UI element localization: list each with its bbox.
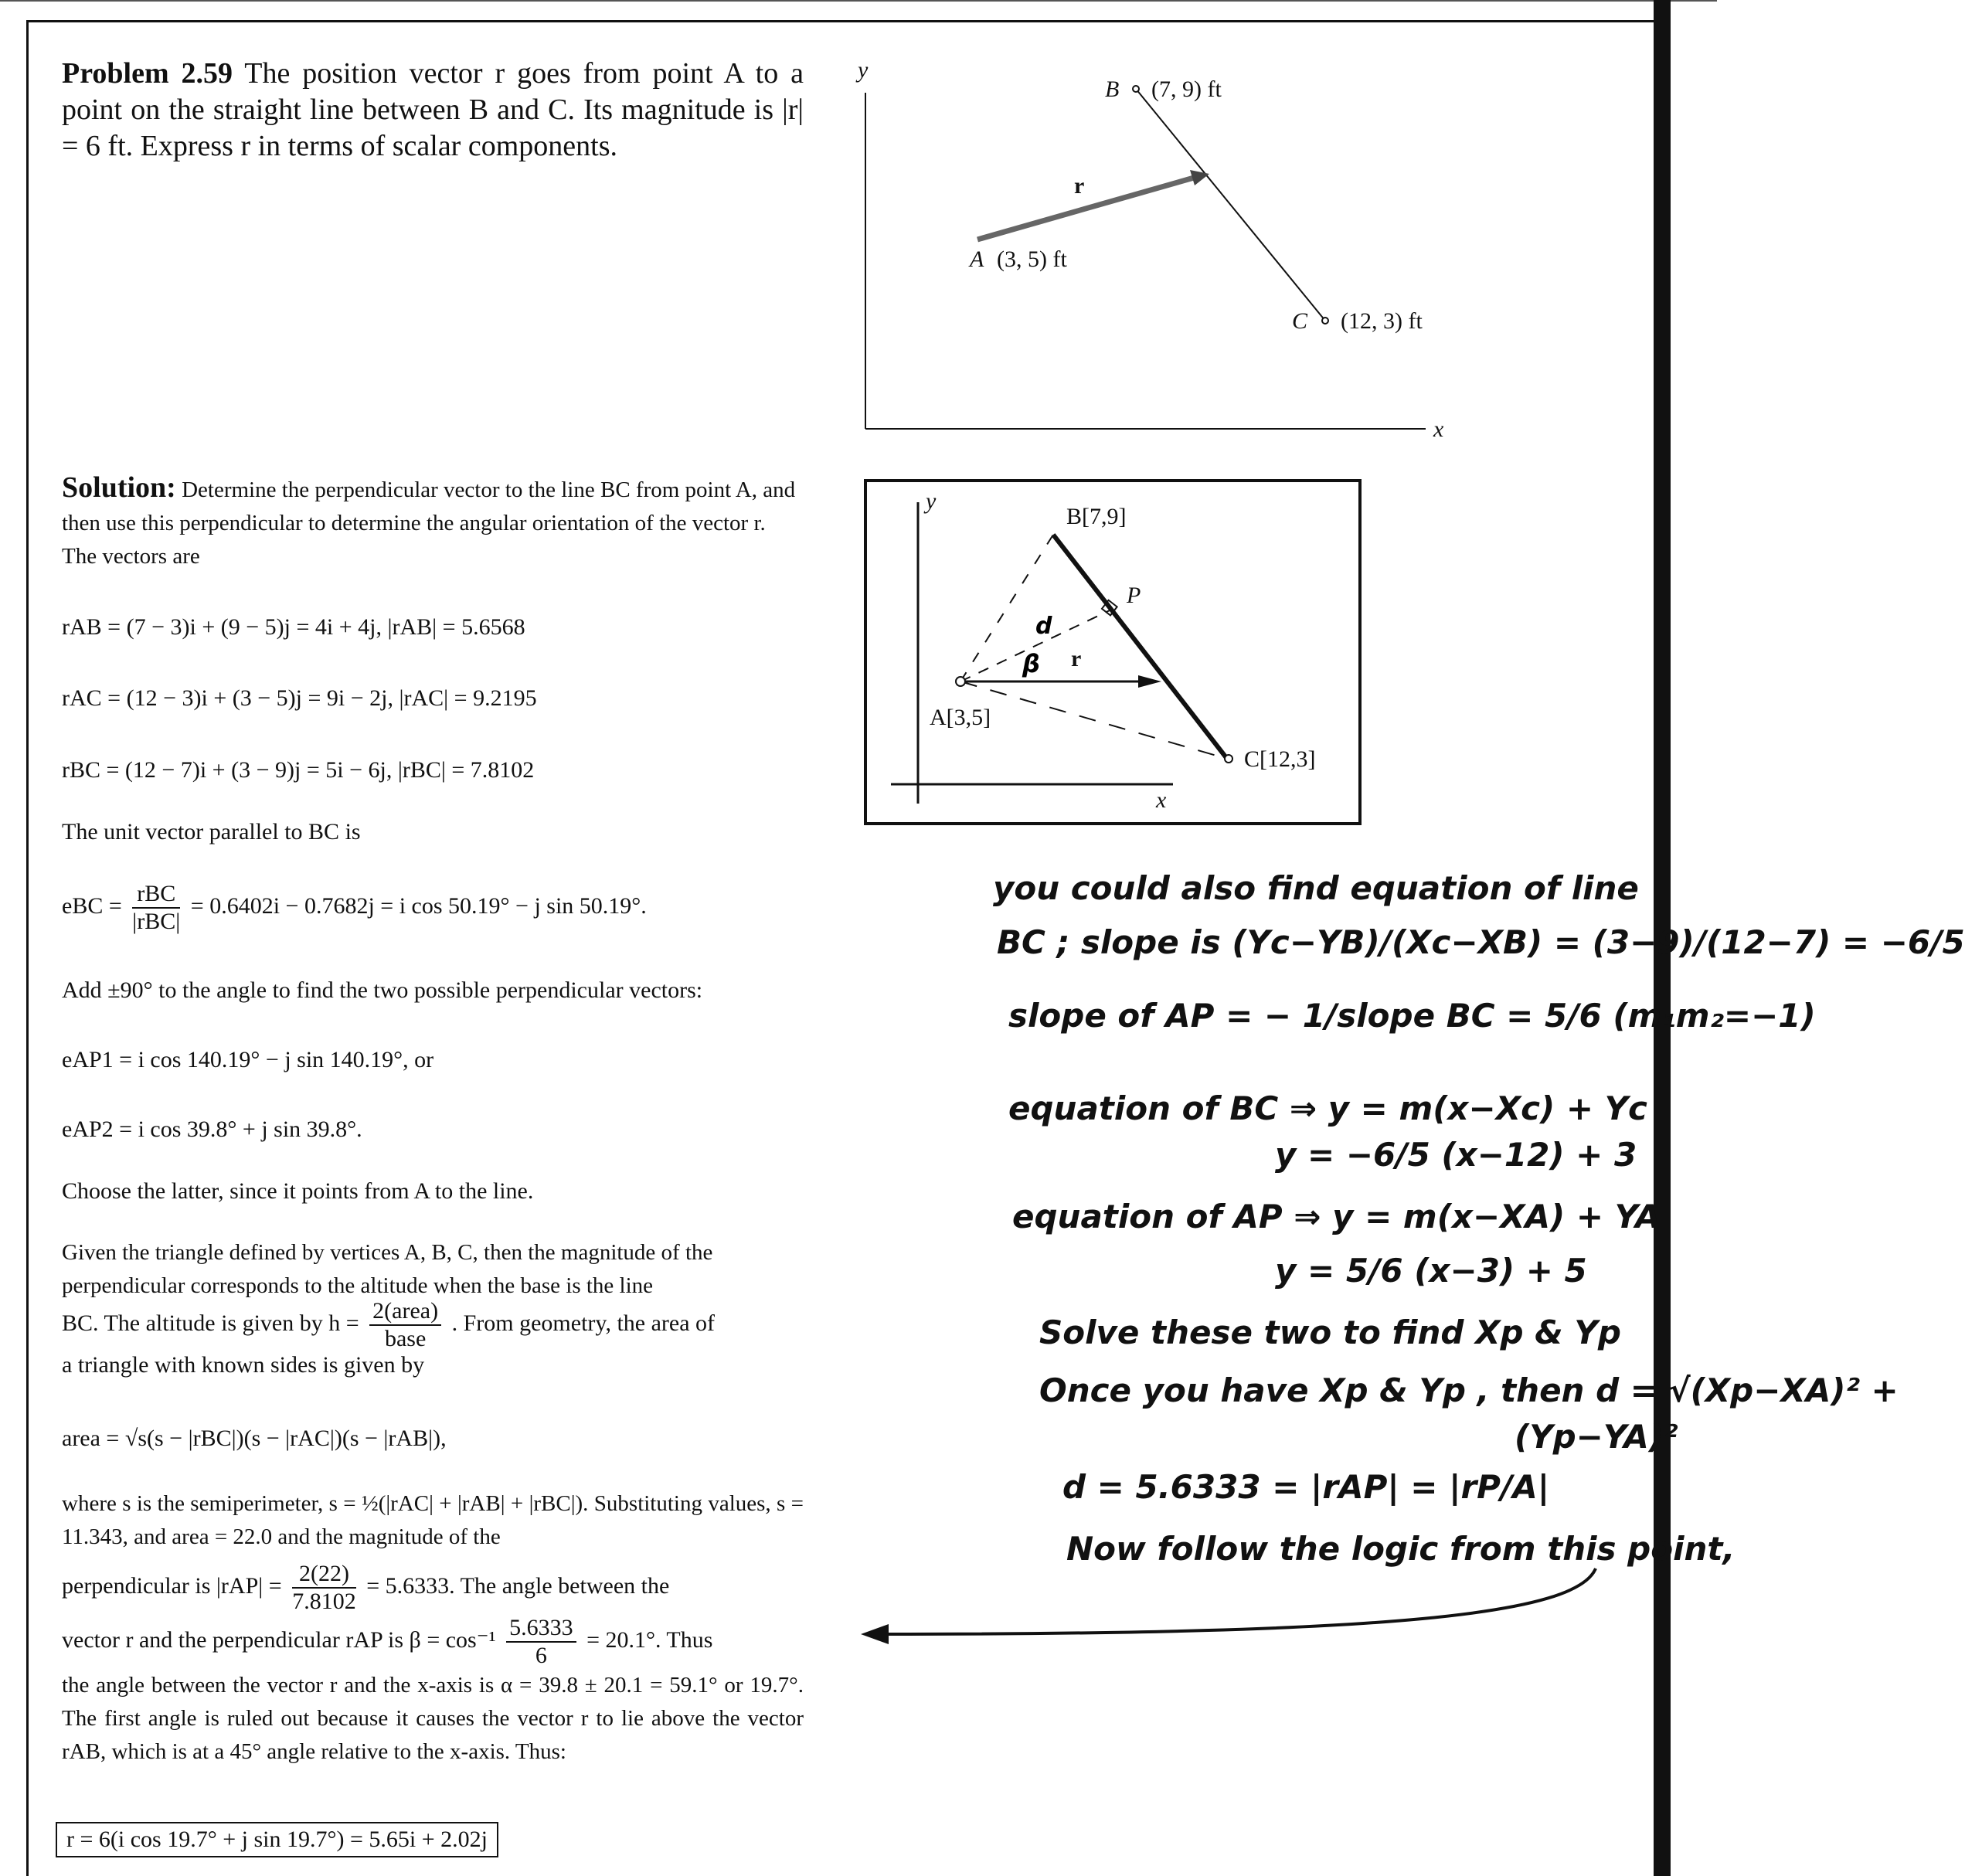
answer-box: r = 6(i cos 19.7° + j sin 19.7°) = 5.65i + 2.02j bbox=[56, 1822, 498, 1857]
eq-eap2: eAP2 = i cos 39.8° + j sin 39.8°. bbox=[62, 1116, 362, 1142]
perp-text-a: perpendicular is |rAP| = bbox=[62, 1572, 282, 1599]
frame-top-border bbox=[26, 20, 1668, 22]
beta-fraction bbox=[506, 1615, 576, 1669]
ebc-fraction bbox=[132, 881, 180, 935]
beta-num: 5.6333 bbox=[506, 1615, 576, 1643]
solution-heading: Solution: bbox=[62, 471, 176, 504]
triangle-paragraph bbox=[62, 1236, 804, 1303]
perp-num: 2(22) bbox=[292, 1561, 356, 1589]
fig1-vector-r-head bbox=[1190, 170, 1209, 185]
note-line-9: Once you have Xp & Yp , then d = √(Xp−XA)² + bbox=[1039, 1371, 1899, 1409]
perp-text-b: = 5.6333. The angle between the bbox=[366, 1572, 670, 1599]
problem-text: The position vector r goes from point A to a point on the straight line between B and C. Its magnitude is |r| = 6 ft. Express r in terms of scalar components. bbox=[62, 57, 804, 162]
perp-fraction bbox=[292, 1561, 356, 1615]
triangle-line1: Given the triangle defined by vertices A, B, C, then the magnitude of the perpendicular corresponds to the altitude when the base is the line bbox=[62, 1240, 713, 1298]
note-line-5: y = −6/5 (x−12) + 3 bbox=[1275, 1136, 1637, 1174]
h-num: 2(area) bbox=[369, 1298, 441, 1326]
note-line-12: Now follow the logic from this point, bbox=[1066, 1530, 1736, 1568]
figure-solution bbox=[864, 479, 1363, 827]
unit-vector-intro: The unit vector parallel to BC is bbox=[62, 819, 361, 845]
fig2-label-a: A[3,5] bbox=[930, 705, 991, 730]
eq-eap1: eAP1 = i cos 140.19° − j sin 140.19°, or bbox=[62, 1047, 434, 1072]
beta-text-b: = 20.1°. Thus bbox=[586, 1626, 713, 1653]
fig1-x-label: x bbox=[1433, 416, 1444, 442]
fig1-label-c: C bbox=[1292, 308, 1308, 334]
ebc-den: |rBC| bbox=[132, 909, 181, 934]
problem-label: Problem 2.59 bbox=[62, 57, 233, 90]
h-den: base bbox=[384, 1326, 427, 1351]
eq-rab: rAB = (7 − 3)i + (9 − 5)j = 4i + 4j, |rAB| = 5.6568 bbox=[62, 614, 525, 640]
fig1-vector-r bbox=[977, 178, 1194, 240]
final-paragraph: the angle between the vector r and the x-axis is α = 39.8 ± 20.1 = 59.1° or 19.7°. The first angle is ruled out because it causes the vector r to lie above the vector rAB, which is at a 45° angle relative to the x-axis. Thus: bbox=[62, 1673, 804, 1764]
note-line-8: Solve these two to find Xp & Yp bbox=[1039, 1314, 1621, 1351]
fig1-label-b: B bbox=[1105, 76, 1120, 102]
fig2-point-c bbox=[1225, 755, 1232, 763]
eq-rac: rAC = (12 − 3)i + (3 − 5)j = 9i − 2j, |rAC| = 9.2195 bbox=[62, 685, 537, 711]
choose-text: Choose the latter, since it points from A to the line. bbox=[62, 1178, 534, 1204]
fig1-label-r: r bbox=[1074, 173, 1085, 199]
semiperimeter-paragraph: where s is the semiperimeter, s = ½(|rAC| + |rAB| + |rBC|). Substituting values, s = 11.343, and area = 22.0 and the magnitude of the bbox=[62, 1491, 804, 1549]
ebc-lhs: eBC = bbox=[62, 892, 122, 919]
note-line-6: equation of AP ⇒ y = m(x−XA) + YA bbox=[1012, 1198, 1661, 1235]
note-line-7: y = 5/6 (x−3) + 5 bbox=[1275, 1252, 1587, 1290]
fig2-point-a bbox=[956, 677, 965, 686]
fig2-label-r: r bbox=[1071, 646, 1082, 671]
eq-ebc bbox=[62, 881, 647, 935]
beta-text-a: vector r and the perpendicular rAP is β = cos⁻¹ bbox=[62, 1626, 496, 1653]
altitude-text-b: . From geometry, the area of bbox=[451, 1310, 716, 1336]
fig1-line-bc bbox=[1136, 89, 1325, 321]
fig1-coord-c: (12, 3) ft bbox=[1341, 308, 1423, 334]
beta-line bbox=[62, 1615, 712, 1669]
fig2-frame bbox=[865, 481, 1360, 824]
figure-problem bbox=[850, 54, 1453, 440]
fig2-label-beta: β bbox=[1022, 649, 1040, 678]
fig1-point-b bbox=[1133, 86, 1139, 92]
beta-den: 6 bbox=[535, 1643, 547, 1668]
fig2-y-label: y bbox=[926, 488, 937, 514]
fig2-label-p: P bbox=[1127, 583, 1141, 608]
fig1-y-label: y bbox=[858, 57, 869, 83]
note-line-10: (Yp−YA)² bbox=[1515, 1418, 1678, 1456]
eq-area: area = √s(s − |rBC|)(s − |rAC|)(s − |rAB|), bbox=[62, 1426, 447, 1451]
fig1-point-c bbox=[1322, 318, 1328, 324]
note-line-4: equation of BC ⇒ y = m(x−Xc) + Yc bbox=[1008, 1089, 1647, 1127]
note-line-11: d = 5.6333 = |rAP| = |rP/A| bbox=[1062, 1468, 1550, 1506]
note-line-3: slope of AP = − 1/slope BC = 5/6 (m₁m₂=−1) bbox=[1008, 997, 1816, 1035]
fig1-label-a: A bbox=[970, 246, 984, 272]
fig2-x-label: x bbox=[1156, 787, 1167, 813]
ebc-rhs: = 0.6402i − 0.7682j = i cos 50.19° − j sin 50.19°. bbox=[190, 892, 647, 919]
solution-intro-text: Determine the perpendicular vector to the line BC from point A, and then use this perpendicular to determine the angular orientation of the vector r. The vectors are bbox=[62, 477, 796, 569]
perp-den: 7.8102 bbox=[292, 1589, 356, 1614]
fig1-coord-b: (7, 9) ft bbox=[1151, 76, 1222, 102]
altitude-fraction bbox=[369, 1298, 441, 1352]
add-90-text: Add ±90° to the angle to find the two possible perpendicular vectors: bbox=[62, 977, 703, 1003]
altitude-line bbox=[62, 1298, 715, 1352]
solution-intro bbox=[62, 471, 804, 573]
top-rule bbox=[0, 0, 1717, 2]
fig2-label-b: B[7,9] bbox=[1066, 504, 1127, 529]
note-arrow-curve bbox=[881, 1568, 1596, 1634]
note-arrow-head bbox=[861, 1624, 889, 1644]
perpendicular-line bbox=[62, 1561, 669, 1615]
note-line-1: you could also find equation of line bbox=[993, 869, 1639, 907]
note-line-2: BC ; slope is (Yc−YB)/(Xc−XB) = (3−9)/(12−7) = −6/5 bbox=[997, 923, 1965, 961]
fig2-label-d: d bbox=[1035, 613, 1052, 640]
triangle-line3: a triangle with known sides is given by bbox=[62, 1352, 425, 1378]
fig2-label-c: C[12,3] bbox=[1244, 746, 1316, 772]
problem-statement bbox=[62, 56, 804, 165]
ebc-num: rBC bbox=[132, 881, 180, 909]
eq-rbc: rBC = (12 − 7)i + (3 − 9)j = 5i − 6j, |rBC| = 7.8102 bbox=[62, 757, 535, 783]
frame-left-border bbox=[26, 20, 29, 1876]
fig1-coord-a: (3, 5) ft bbox=[997, 246, 1067, 272]
altitude-text-a: BC. The altitude is given by h = bbox=[62, 1310, 359, 1336]
note-arrow bbox=[850, 1561, 1623, 1653]
